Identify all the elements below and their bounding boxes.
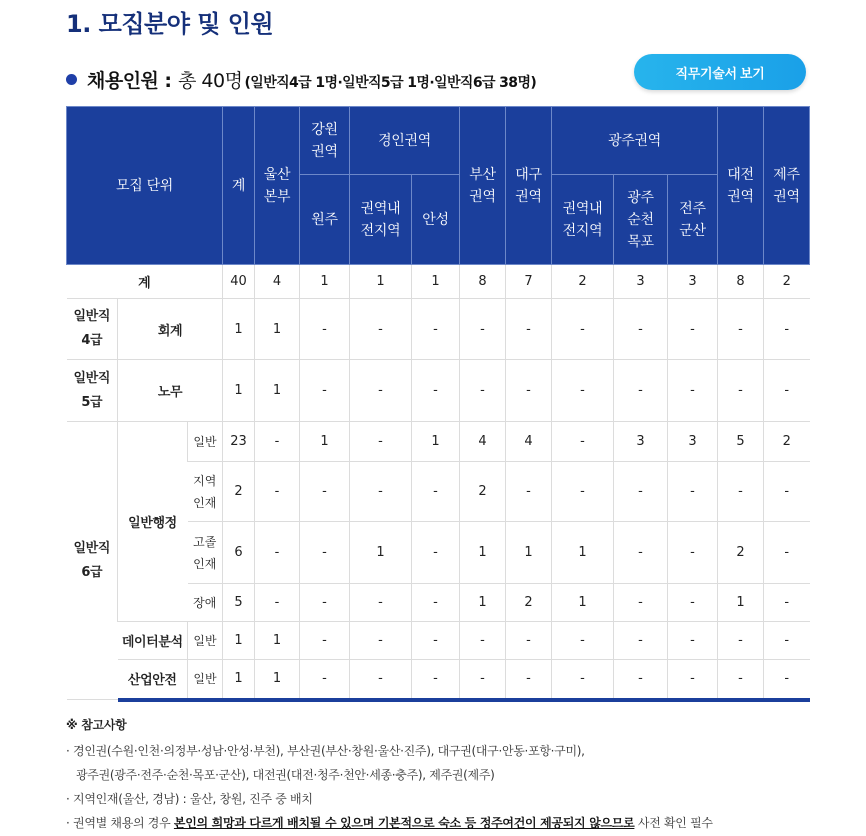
cell-ulsan: - xyxy=(255,522,300,584)
cell-suncheon: - xyxy=(614,299,668,360)
cell-wonju: - xyxy=(300,299,350,360)
sub-label: 일반 xyxy=(188,622,223,660)
row-label: 계 xyxy=(67,265,223,299)
note-local-talent: · 지역인재(울산, 경남) : 울산, 창원, 진주 중 배치 xyxy=(66,792,313,806)
cell-daejeon: 5 xyxy=(718,422,764,462)
notes-title: ※ 참고사항 xyxy=(66,718,127,732)
field-label-safety: 산업안전 xyxy=(118,660,188,700)
cell-total: 5 xyxy=(223,584,255,622)
cell-daejeon: - xyxy=(718,462,764,522)
cell-jeju: - xyxy=(764,462,810,522)
header-gyeongin: 경인권역 xyxy=(350,107,460,175)
field-label-admin: 일반행정 xyxy=(118,422,188,622)
cell-jeju: - xyxy=(764,522,810,584)
cell-daegu: 4 xyxy=(506,422,552,462)
cell-jeju: - xyxy=(764,299,810,360)
cell-total: 1 xyxy=(223,660,255,700)
cell-busan: 4 xyxy=(460,422,506,462)
cell-suncheon: 3 xyxy=(614,265,668,299)
cell-anseong: - xyxy=(412,299,460,360)
cell-jeju: 2 xyxy=(764,265,810,299)
cell-ulsan: 1 xyxy=(255,360,300,422)
cell-gyeongin-local: - xyxy=(350,462,412,522)
cell-daegu: - xyxy=(506,360,552,422)
cell-jeonju: - xyxy=(668,462,718,522)
field-label: 노무 xyxy=(118,360,223,422)
cell-gyeongin-local: 1 xyxy=(350,522,412,584)
cell-jeonju: 3 xyxy=(668,265,718,299)
cell-jeonju: - xyxy=(668,622,718,660)
cell-busan: 8 xyxy=(460,265,506,299)
cell-jeju: 2 xyxy=(764,422,810,462)
header-gwangju-suncheon-mokpo: 광주 순천 목포 xyxy=(614,175,668,265)
cell-anseong: - xyxy=(412,360,460,422)
cell-daejeon: 1 xyxy=(718,584,764,622)
cell-total: 1 xyxy=(223,622,255,660)
cell-gwangju-local: 1 xyxy=(552,522,614,584)
cell-anseong: - xyxy=(412,660,460,700)
cell-total: 40 xyxy=(223,265,255,299)
cell-total: 6 xyxy=(223,522,255,584)
cell-total: 2 xyxy=(223,462,255,522)
cell-total: 1 xyxy=(223,299,255,360)
cell-wonju: - xyxy=(300,522,350,584)
cell-anseong: - xyxy=(412,462,460,522)
cell-suncheon: - xyxy=(614,360,668,422)
cell-suncheon: - xyxy=(614,622,668,660)
job-description-button[interactable]: 직무기술서 보기 xyxy=(634,54,806,90)
cell-busan: 1 xyxy=(460,522,506,584)
cell-daejeon: 2 xyxy=(718,522,764,584)
cell-jeju: - xyxy=(764,584,810,622)
header-ulsan: 울산 본부 xyxy=(255,107,300,265)
cell-gyeongin-local: - xyxy=(350,299,412,360)
cell-ulsan: 1 xyxy=(255,299,300,360)
cell-jeonju: - xyxy=(668,299,718,360)
header-jeonju-gunsan: 전주 군산 xyxy=(668,175,718,265)
header-anseong: 안성 xyxy=(412,175,460,265)
cell-gyeongin-local: - xyxy=(350,660,412,700)
cell-daegu: - xyxy=(506,462,552,522)
table-row-g6-data xyxy=(67,622,810,660)
recruit-detail: (일반직4급 1명·일반직5급 1명·일반직6급 38명) xyxy=(244,75,537,91)
recruitment-table xyxy=(66,106,810,702)
header-wonju: 원주 xyxy=(300,175,350,265)
recruit-total: 총 40명 xyxy=(178,70,243,92)
cell-wonju: - xyxy=(300,584,350,622)
note-placement-pre: · 권역별 채용의 경우 xyxy=(66,816,174,830)
header-unit: 모집 단위 xyxy=(67,107,223,265)
cell-daejeon: - xyxy=(718,660,764,700)
note-regions: · 경인권(수원·인천·의정부·성남·안성·부천), 부산권(부산·창원·울산·진주), 대구권(대구·안동·포항·구미), xyxy=(66,744,585,758)
cell-anseong: - xyxy=(412,522,460,584)
cell-gyeongin-local: 1 xyxy=(350,265,412,299)
cell-gyeongin-local: - xyxy=(350,360,412,422)
header-daejeon: 대전 권역 xyxy=(718,107,764,265)
cell-gwangju-local: - xyxy=(552,360,614,422)
cell-anseong: 1 xyxy=(412,265,460,299)
cell-ulsan: 4 xyxy=(255,265,300,299)
header-total: 계 xyxy=(223,107,255,265)
cell-suncheon: - xyxy=(614,660,668,700)
field-label-data: 데이터분석 xyxy=(118,622,188,660)
cell-anseong: - xyxy=(412,584,460,622)
table-row-g6-general xyxy=(67,422,810,462)
cell-gwangju-local: - xyxy=(552,660,614,700)
table-row-total xyxy=(67,265,810,299)
section-title: 1. 모집분야 및 인원 xyxy=(66,10,274,38)
grade-label: 일반직 6급 xyxy=(67,422,118,700)
table-row-g6-safety xyxy=(67,660,810,700)
header-busan: 부산 권역 xyxy=(460,107,506,265)
cell-daejeon: - xyxy=(718,622,764,660)
cell-busan: - xyxy=(460,622,506,660)
table-row-grade4 xyxy=(67,299,810,360)
cell-busan: - xyxy=(460,660,506,700)
header-jeju: 제주 권역 xyxy=(764,107,810,265)
sub-label: 고졸 인재 xyxy=(188,522,223,584)
sub-label: 장애 xyxy=(188,584,223,622)
sub-label: 일반 xyxy=(188,422,223,462)
cell-gyeongin-local: - xyxy=(350,622,412,660)
cell-busan: 1 xyxy=(460,584,506,622)
header-gwangju-local: 권역내 전지역 xyxy=(552,175,614,265)
cell-wonju: - xyxy=(300,660,350,700)
cell-wonju: 1 xyxy=(300,265,350,299)
cell-suncheon: - xyxy=(614,522,668,584)
cell-wonju: - xyxy=(300,360,350,422)
cell-jeju: - xyxy=(764,622,810,660)
cell-daegu: - xyxy=(506,299,552,360)
cell-daegu: - xyxy=(506,622,552,660)
field-label: 회계 xyxy=(118,299,223,360)
notes-section xyxy=(66,716,713,835)
cell-suncheon: 3 xyxy=(614,422,668,462)
cell-daegu: 7 xyxy=(506,265,552,299)
note-placement-post: 사전 확인 필수 xyxy=(634,816,713,830)
cell-busan: - xyxy=(460,299,506,360)
cell-gwangju-local: - xyxy=(552,299,614,360)
sub-label: 지역 인재 xyxy=(188,462,223,522)
cell-anseong: 1 xyxy=(412,422,460,462)
cell-daegu: 1 xyxy=(506,522,552,584)
cell-wonju: 1 xyxy=(300,422,350,462)
header-daegu: 대구 권역 xyxy=(506,107,552,265)
cell-ulsan: - xyxy=(255,462,300,522)
cell-wonju: - xyxy=(300,622,350,660)
header-gangwon: 강원 권역 xyxy=(300,107,350,175)
note-regions-cont: 광주권(광주·전주·순천·목포·군산), 대전권(대전·청주·천안·세종·충주), 제주권(제주) xyxy=(76,768,495,782)
cell-gwangju-local: 2 xyxy=(552,265,614,299)
cell-daejeon: - xyxy=(718,360,764,422)
cell-suncheon: - xyxy=(614,584,668,622)
cell-jeonju: - xyxy=(668,522,718,584)
cell-gyeongin-local: - xyxy=(350,422,412,462)
cell-jeonju: 3 xyxy=(668,422,718,462)
cell-ulsan: 1 xyxy=(255,622,300,660)
grade-label: 일반직 4급 xyxy=(67,299,118,360)
cell-gwangju-local: - xyxy=(552,422,614,462)
note-placement-warning: 본인의 희망과 다르게 배치될 수 있으며 기본적으로 숙소 등 정주여건이 제공되지 않으므로 xyxy=(173,816,635,830)
cell-busan: 2 xyxy=(460,462,506,522)
grade-label: 일반직 5급 xyxy=(67,360,118,422)
cell-ulsan: - xyxy=(255,584,300,622)
cell-gwangju-local: - xyxy=(552,462,614,522)
cell-suncheon: - xyxy=(614,462,668,522)
colon: : xyxy=(164,70,173,92)
cell-gyeongin-local: - xyxy=(350,584,412,622)
note-placement xyxy=(66,811,713,835)
sub-label: 일반 xyxy=(188,660,223,700)
cell-busan: - xyxy=(460,360,506,422)
cell-ulsan: - xyxy=(255,422,300,462)
bullet-icon xyxy=(66,74,77,85)
cell-daejeon: - xyxy=(718,299,764,360)
cell-jeonju: - xyxy=(668,660,718,700)
header-gyeongin-local: 권역내 전지역 xyxy=(350,175,412,265)
cell-jeju: - xyxy=(764,360,810,422)
cell-total: 23 xyxy=(223,422,255,462)
cell-anseong: - xyxy=(412,622,460,660)
cell-gwangju-local: - xyxy=(552,622,614,660)
cell-ulsan: 1 xyxy=(255,660,300,700)
cell-gwangju-local: 1 xyxy=(552,584,614,622)
cell-jeju: - xyxy=(764,660,810,700)
cell-total: 1 xyxy=(223,360,255,422)
cell-jeonju: - xyxy=(668,360,718,422)
recruit-headline xyxy=(66,66,536,93)
cell-jeonju: - xyxy=(668,584,718,622)
cell-daejeon: 8 xyxy=(718,265,764,299)
cell-daegu: 2 xyxy=(506,584,552,622)
header-gwangju: 광주권역 xyxy=(552,107,718,175)
table-row-grade5 xyxy=(67,360,810,422)
cell-daegu: - xyxy=(506,660,552,700)
recruit-label: 채용인원 xyxy=(87,70,159,92)
cell-wonju: - xyxy=(300,462,350,522)
